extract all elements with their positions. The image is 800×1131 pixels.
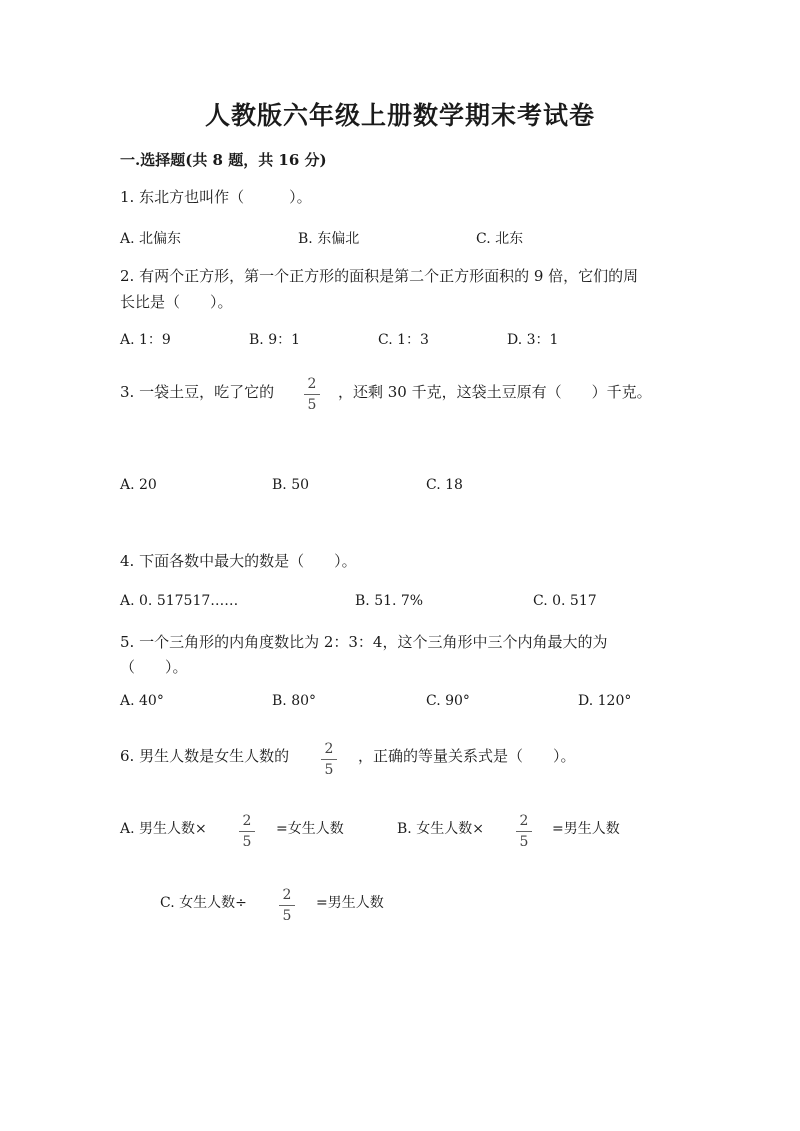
- q4-option-a: A. 0. 517517……: [120, 593, 239, 609]
- q6-option-b-denominator: 5: [519, 834, 529, 850]
- question-2-line-2: 长比是（ ）。: [120, 293, 233, 311]
- q5-option-a: A. 40°: [120, 693, 164, 709]
- q5-option-d: D. 120°: [578, 693, 632, 709]
- page-title: 人教版六年级上册数学期末考试卷: [204, 101, 595, 130]
- q5-option-b: B. 80°: [272, 693, 317, 709]
- q2-option-c: C. 1：3: [378, 332, 429, 348]
- question-6-text-end: ，正确的等量关系式是（ ）。: [358, 747, 576, 765]
- q2-option-b: B. 9：1: [249, 332, 301, 348]
- q3-option-a: A. 20: [120, 477, 157, 493]
- q6-option-c-denominator: 5: [282, 908, 292, 924]
- question-1: 1. 东北方也叫作（ ）。: [120, 188, 312, 206]
- question-3-text-end: ，还剩 30 千克，这袋土豆原有（ ）千克。: [338, 383, 652, 401]
- q6-option-b-bar: [516, 831, 532, 832]
- q6-fraction: [318, 740, 340, 779]
- q6-option-a-left: A. 男生人数×: [120, 821, 207, 837]
- question-3-text: 3. 一袋土豆，吃了它的: [120, 383, 275, 401]
- q6-option-a-fraction: [236, 812, 258, 851]
- q3-fraction-numerator: 2: [307, 376, 317, 392]
- q6-fraction-numerator: 2: [324, 741, 334, 757]
- q6-option-c-left: C. 女生人数÷: [160, 895, 247, 911]
- q6-option-b-left: B. 女生人数×: [397, 821, 484, 837]
- q3-option-b: B. 50: [272, 477, 310, 493]
- question-5-line-2: （ ）。: [120, 658, 188, 676]
- q3-fraction: [301, 375, 323, 414]
- q6-fraction-bar: [321, 759, 337, 760]
- q3-fraction-denominator: 5: [307, 397, 317, 413]
- q6-option-b-numerator: 2: [519, 813, 529, 829]
- q4-option-c: C. 0. 517: [533, 593, 597, 609]
- q1-option-b: B. 东偏北: [298, 231, 360, 247]
- q6-option-a-denominator: 5: [242, 834, 252, 850]
- section-heading: 一.选择题(共 8 题，共 16 分): [120, 151, 327, 169]
- q6-option-c-right: =男生人数: [316, 895, 384, 911]
- q6-option-c-fraction: [276, 886, 298, 925]
- q1-option-a: A. 北偏东: [120, 231, 182, 247]
- q6-option-c-numerator: 2: [282, 887, 292, 903]
- q4-option-b: B. 51. 7%: [355, 593, 424, 609]
- q6-option-a-bar: [239, 831, 255, 832]
- question-2-line-1: 2. 有两个正方形，第一个正方形的面积是第二个正方形面积的 9 倍，它们的周: [120, 267, 639, 285]
- question-6-text: 6. 男生人数是女生人数的: [120, 747, 290, 765]
- q2-option-a: A. 1：9: [120, 332, 171, 348]
- q6-option-b-right: =男生人数: [552, 821, 620, 837]
- q1-option-c: C. 北东: [476, 231, 524, 247]
- q3-option-c: C. 18: [426, 477, 463, 493]
- q5-option-c: C. 90°: [426, 693, 470, 709]
- q6-fraction-denominator: 5: [324, 762, 334, 778]
- q6-option-a-right: =女生人数: [276, 821, 344, 837]
- q3-fraction-bar: [304, 394, 320, 395]
- q6-option-a-numerator: 2: [242, 813, 252, 829]
- question-4: 4. 下面各数中最大的数是（ ）。: [120, 552, 357, 570]
- q6-option-b-fraction: [513, 812, 535, 851]
- q6-option-c-bar: [279, 905, 295, 906]
- q2-option-d: D. 3：1: [507, 332, 559, 348]
- question-5-line-1: 5. 一个三角形的内角度数比为 2：3：4，这个三角形中三个内角最大的为: [120, 633, 608, 651]
